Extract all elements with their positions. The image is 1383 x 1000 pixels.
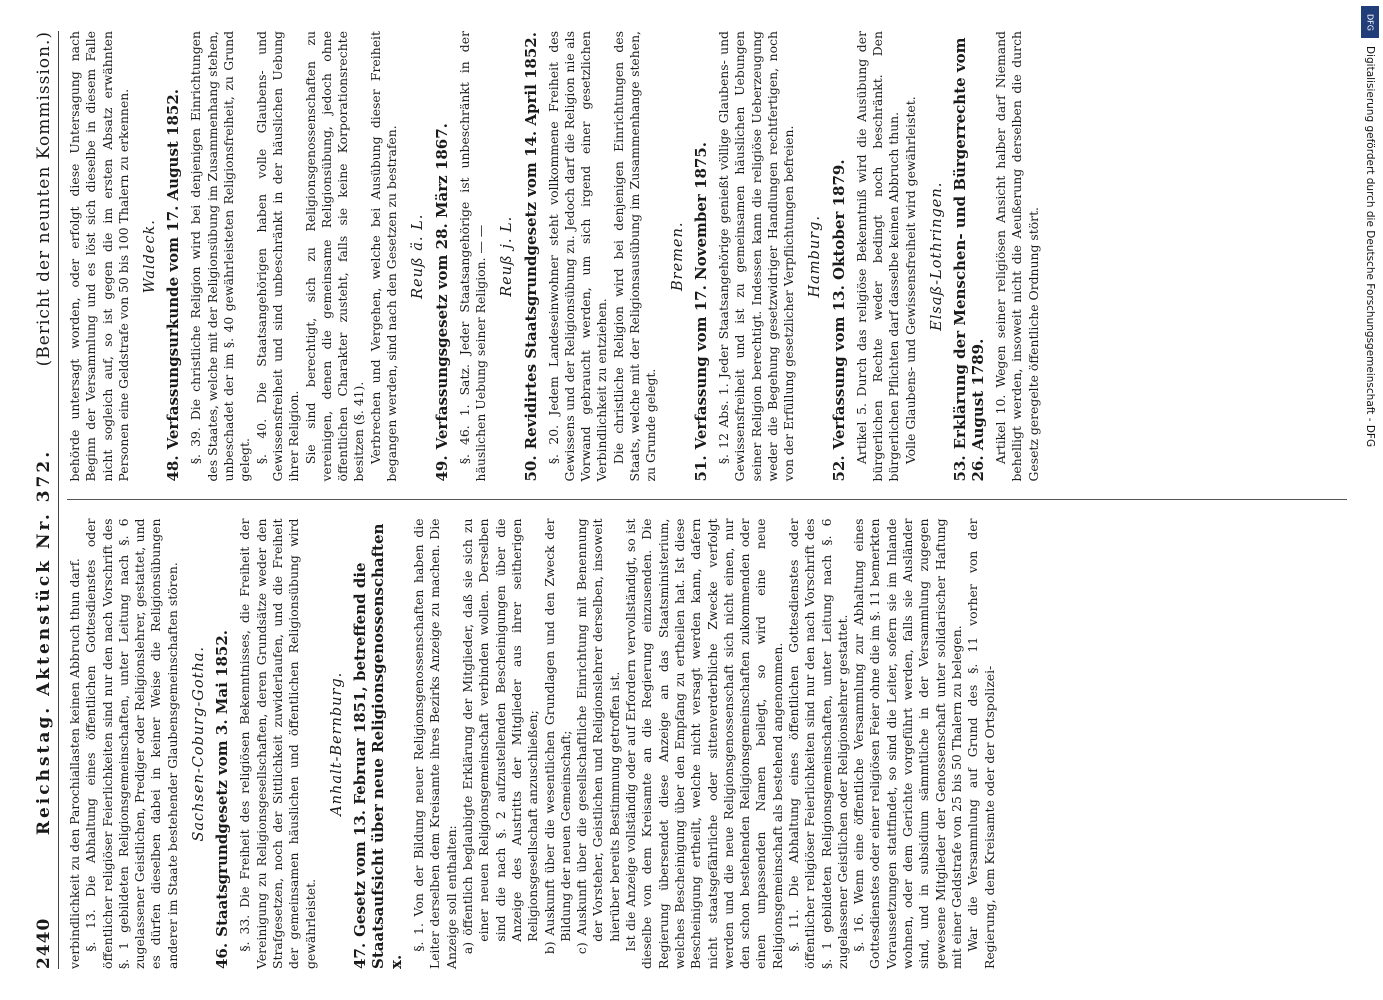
law-title: Gesetz vom 13. Februar 1851, betreffend die Staatsaufsicht über neue Religionsgenossenschaften x. — [351, 523, 406, 969]
paragraph: §. 20. Jedem Landeseinwohner steht vollkommene Freiheit des Gewissens und der Religionsübung zu. Jedoch darf die Religion nie als Vorwand gebraucht werden, um sich irgend einer gesetzlichen Verbindlichkeit zu entziehen. — [545, 31, 610, 482]
digitization-credit — [1361, 6, 1379, 986]
digitization-sidebar — [1361, 6, 1379, 986]
state-heading: Reuß j. L. — [499, 215, 516, 297]
paragraph: §. 39. Die christliche Religion wird bei denjenigen Einrichtungen des Staates, welche mit der Religionsübung im Zusammenhang stehen, unbeschadet der im §. 40 gewährleisteten Religionsfreiheit, zu Grund gelegt. — [188, 31, 253, 482]
page-title: Reichstag. Aktenstück Nr. 372. — [34, 448, 54, 836]
paragraph: §. 16. Wenn eine öffentliche Versammlung zur Abhaltung eines Gottesdienstes oder einer religiösen Feier ohne die im §. 11 bemerkten Voraussetzungen stattfindet, so sind die Leiter, sofern sie im Inlande wohnen, oder dem Gerichte vorgeführt werden, falls sie Ausländer sind, und in subsidium sämmtliche in der Versammlung zugegen gewesene Mitglieder der Genossenschaft unter solidarischer Haftung mit einer Geldstrafe von 25 bis 50 Thalern zu belegen. — [851, 518, 964, 969]
law-number: 49. — [432, 455, 451, 482]
paragraph: Ist die Anzeige vollständig oder auf Erfordern vervollständigt, so ist dieselbe von dem Kreisamte an die Regierung einzusenden. Die Regierung übersendet diese Anzeige an das Staatsministerium, welches Bescheinigung über den Empfang zu ertheilen hat. Ist diese Bescheinigung ertheilt, welche nicht versagt werden kann, dafern nicht staatsgefährliche oder sittenverderbliche Zwecke verfolgt werden und die neue Religionsgenossenschaft sich nicht einen, nur den schon bestehenden Religionsgemeinschaften zukommenden oder einen unpassenden Namen beilegt, so wird eine neue Religionsgemeinschaft als bestehend angenommen. — [623, 518, 785, 969]
paragraph: §. 12 Abs. 1. Jeder Staatsangehörige genießt völlige Glaubens- und Gewissensfreiheit und ist zu gemeinsamen häuslichen Uebungen seiner Religion berechtigt. Indessen kann die religiöse Ueberzeugung weder die Begehung gesetzwidriger Handlungen rechtfertigen, noch von der Erfüllung gesetzlicher Verpflichtungen befreien. — [715, 31, 797, 482]
paragraph: Artikel 5. Durch das religiöse Bekenntniß wird die Ausübung der bürgerlichen Rechte weder bedingt noch beschränkt. Den bürgerlichen Pflichten darf dasselbe keinen Abbruch thun. — [853, 31, 902, 482]
page-number: 2440 — [34, 917, 54, 969]
law-number: 46. — [213, 942, 232, 969]
paragraph: Sie sind berechtigt, sich zu Religionsgenossenschaften zu vereinigen, denen die gemeinsame Religionsübung, jedoch ohne öffentlichen Charakter zusteht, falls sie keine Korporationsrechte besitzen (§. 41). — [302, 31, 367, 482]
paragraph: §. 11. Die Abhaltung eines öffentlichen Gottesdienstes oder öffentlicher religiöser Feierlichkeiten sind nur den nach Vorschrift des §. 1 gebildeten Religionsgemeinschaften, unter Leitung nach §. 6 zugelassener Geistlichen oder Religionslehrer gestattet. — [785, 518, 850, 969]
paragraph: Die christliche Religion wird bei denjenigen Einrichtungen des Staats, welche mit der Religionsausübung im Zusammenhange stehen, zu Grunde gelegt. — [610, 31, 659, 482]
running-head — [34, 31, 59, 969]
law-title: Verfassungsurkunde vom 17. August 1852. — [164, 88, 183, 450]
law-title: Verfassung vom 13. Oktober 1879. — [829, 159, 848, 450]
paragraph: §. 46. 1. Satz. Jeder Staatsangehörige ist unbeschränkt in der häuslichen Uebung seiner Religion. — — — [456, 31, 488, 482]
law-heading — [951, 31, 987, 482]
law-title: Verfassungsgesetz vom 28. März 1867. — [432, 123, 451, 450]
paragraph: behörde untersagt worden, oder erfolgt diese Untersagung nach Beginn der Versammlung und es löst sich dieselbe in diesem Falle nicht sogleich auf, so ist gegen die im ersten Absatz erwähnten Personen eine Geldstrafe von 50 bis 100 Thalern zu erkennen. — [67, 31, 131, 482]
column-right — [67, 31, 1347, 482]
column-left — [67, 519, 1347, 970]
law-title: Erklärung der Menschen- und Bürgerrechte vom 26. August 1789. — [951, 37, 988, 482]
list-item: c) Auskunft über die gesellschaftliche Einrichtung mit Benennung der Vorsteher, Geistlichen und Religionslehrer derselben, insoweit hierüber bereits Bestimmung getroffen ist. — [574, 518, 622, 955]
dfg-logo: DFG — [1361, 6, 1379, 38]
law-title: Revidirtes Staatsgrundgesetz vom 14. April 1852. — [521, 32, 540, 450]
paragraph: §. 33. Die Freiheit des religiösen Bekenntnisses, die Freiheit der Vereinigung zu Religionsgesellschaften, deren Grundsätze weder den Strafgesetzen, noch der Sittlichkeit zuwiderlaufen, und die Freiheit der gemeinsamen häuslichen und öffentlichen Religionsübung wird gewährleistet. — [237, 518, 318, 969]
law-heading — [351, 519, 405, 970]
paragraph: Volle Glaubens- und Gewissensfreiheit wird gewährleistet. — [902, 96, 918, 465]
state-heading: Waldeck. — [142, 219, 159, 294]
law-number: 48. — [164, 455, 183, 482]
law-heading — [692, 31, 710, 482]
law-number: 51. — [691, 455, 710, 482]
page-aside: (Bericht der neunten Kommission.) — [34, 31, 54, 367]
state-heading: Elsaß-Lothringen. — [928, 181, 945, 331]
document-page — [28, 15, 1358, 985]
law-heading — [522, 31, 540, 482]
requirements-list — [460, 519, 623, 970]
law-heading — [213, 519, 231, 970]
paragraph: War die Versammlung auf Grund des §. 11 vorher von der Regierung, dem Kreisamte oder der Ortspolizei- — [965, 518, 997, 969]
state-heading: Reuß ä. L. — [410, 213, 427, 299]
paragraph: §. 1. Von der Bildung neuer Religionsgenossenschaften haben die Leiter derselben dem Kreisamte ihres Bezirks Anzeige zu machen. Die Anzeige soll enthalten: — [411, 518, 459, 969]
law-number: 47. — [351, 942, 370, 969]
law-number: 50. — [521, 455, 540, 482]
law-number: 53. — [951, 455, 970, 482]
law-title: Verfassung vom 17. November 1875. — [691, 141, 710, 450]
law-heading — [433, 31, 451, 482]
list-item: b) Auskunft über die wesentlichen Grundlagen und den Zweck der Bildung der neuen Gemeinschaft; — [541, 518, 573, 955]
law-heading — [164, 31, 182, 482]
paragraph: verbindlichkeit zu den Parochiallasten keinen Abbruch thun darf. — [67, 558, 82, 969]
paragraph: §. 13. Die Abhaltung eines öffentlichen Gottesdienstes oder öffentlicher religiöser Feierlichkeiten sind nur den nach Vorschrift des §. 1 gebildeten Religionsgemeinschaften, unter Leitung nach §. 6 zugelassener Geistlichen, Prediger oder Religionslehrer, gestattet, und es dürfen dieselben dabei in keiner Weise die Religionsübungen anderer im Staate bestehender Glaubensgemeinschaften stören. — [83, 518, 180, 969]
law-heading — [830, 31, 848, 482]
column-divider — [67, 500, 1347, 501]
state-heading: Bremen. — [669, 221, 686, 291]
state-heading: Sachsen-Coburg-Gotha. — [191, 645, 208, 842]
paragraph: Verbrechen und Vergehen, welche bei Ausübung dieser Freiheit begangen werden, sind nach den Gesetzen zu bestrafen. — [367, 31, 400, 482]
list-item: a) öffentlich beglaubigte Erklärung der Mitglieder, daß sie sich zu einer neuen Religionsgemeinschaft verbinden wollen. Derselben sind die nach §. 2 aufzustellenden Bescheinigungen über die Anzeige des Austritts der Mitglieder aus ihrer seitherigen Religionsgesellschaft anzuschließen; — [460, 518, 541, 955]
state-heading: Hamburg. — [807, 215, 824, 298]
text-columns — [67, 31, 1347, 969]
state-heading: Anhalt-Bernburg. — [328, 671, 345, 816]
law-title: Staatsgrundgesetz vom 3. Mai 1852. — [213, 630, 232, 937]
paragraph: §. 40. Die Staatsangehörigen haben volle Glaubens- und Gewissensfreiheit und sind unbeschränkt in der häuslichen Uebung ihrer Religion. — [253, 31, 302, 482]
credit-text: Digitalisierung gefördert durch die Deutsche Forschungsgemeinschaft - DFG — [1364, 46, 1376, 448]
paragraph: Artikel 10. Wegen seiner religiösen Ansicht halber darf Niemand behelligt werden, insoweit nicht die Aeußerung derselben die durch Gesetz geregelte öffentliche Ordnung stört. — [993, 31, 1041, 482]
law-number: 52. — [829, 455, 848, 482]
